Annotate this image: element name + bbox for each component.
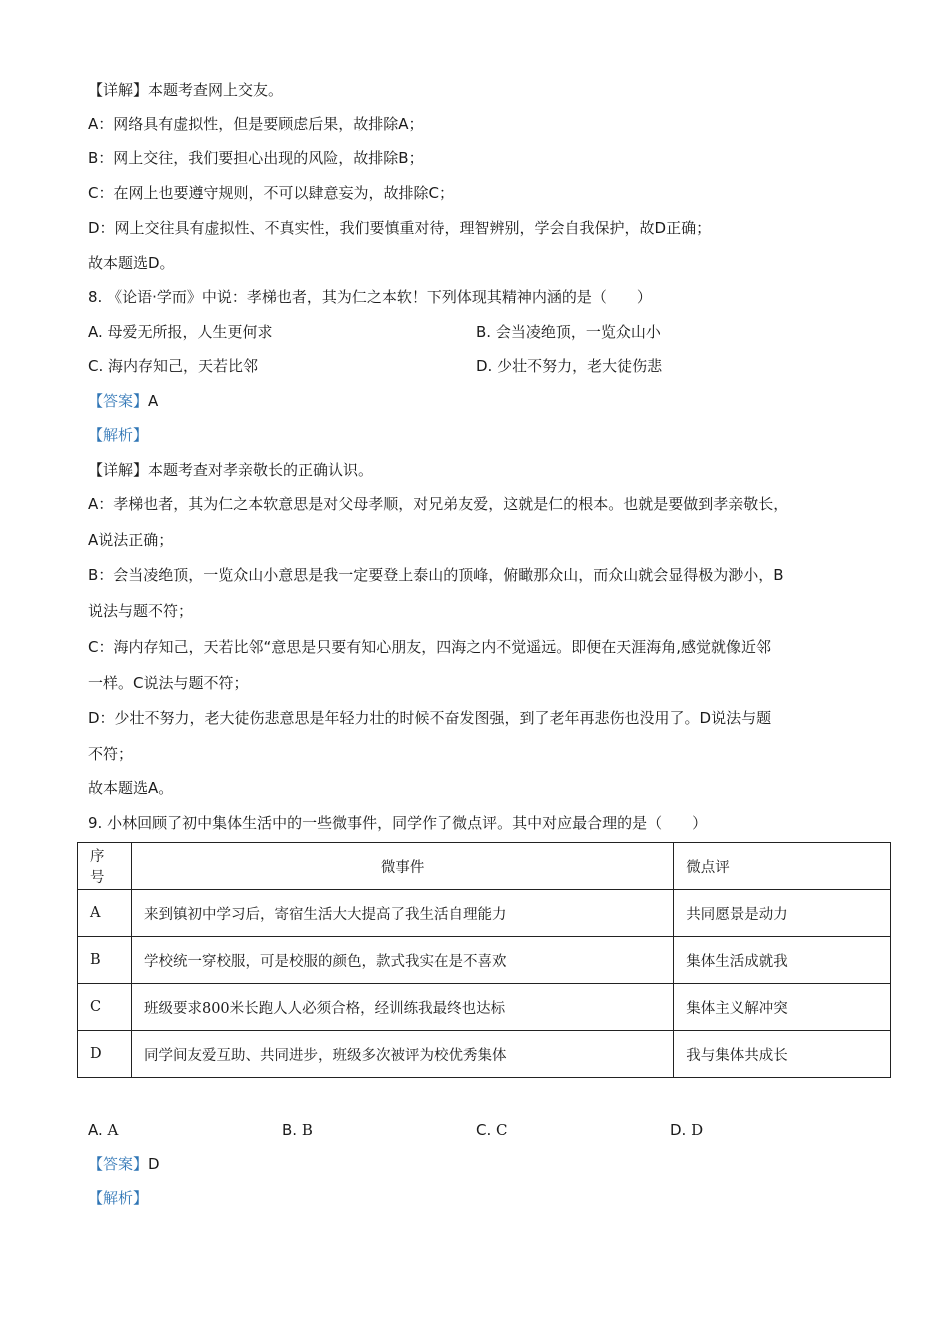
row-event: 同学间友爱互助、共同进步，班级多次被评为校优秀集体 xyxy=(131,1031,673,1078)
q9-option-b: B. B xyxy=(282,1121,313,1139)
q8-option-c: C. 海内存知己，天若比邻 xyxy=(88,357,259,375)
row-event: 来到镇初中学习后，寄宿生活大大提高了我生活自理能力 xyxy=(131,890,673,937)
row-event: 班级要求800米长跑人人必须合格，经训练我最终也达标 xyxy=(131,984,673,1031)
table-row xyxy=(78,1031,891,1078)
q9-answer-value: D xyxy=(148,1155,160,1173)
q7-detail-heading: 【详解】本题考查网上交友。 xyxy=(88,81,284,99)
q7-detail-d: D：网上交往具有虚拟性、不真实性，我们要慎重对待，理智辨别，学会自我保护，故D正确； xyxy=(88,219,712,237)
q7-detail-b: B：网上交往，我们要担心出现的风险，故排除B； xyxy=(88,149,424,167)
q8-detail-a-2: A说法正确； xyxy=(88,531,174,549)
q7-detail-c: C：在网上也要遵守规则，不可以肆意妄为，故排除C； xyxy=(88,184,454,202)
q8-detail-b-1: B：会当凌绝顶，一览众山小意思是我一定要登上泰山的顶峰，俯瞰那众山，而众山就会显得极为渺小，B xyxy=(88,566,784,584)
row-index: B xyxy=(78,937,132,984)
q9-answer-line xyxy=(88,1154,160,1174)
table-row xyxy=(78,984,891,1031)
table-row xyxy=(78,890,891,937)
q8-answer-line xyxy=(88,391,158,411)
q8-detail-heading: 【详解】本题考查对孝亲敬长的正确认识。 xyxy=(88,461,374,479)
q8-answer-value: A xyxy=(148,392,159,410)
q8-detail-b-2: 说法与题不符； xyxy=(88,602,194,620)
q9-stem: 9. 小林回顾了初中集体生活中的一些微事件，同学作了微点评。其中对应最合理的是（ ） xyxy=(88,814,708,832)
header-event: 微事件 xyxy=(131,843,673,890)
q8-detail-d-1: D：少壮不努力，老大徒伤悲意思是年轻力壮的时候不奋发图强，到了老年再悲伤也没用了。D说法与题 xyxy=(88,709,772,727)
row-comment: 我与集体共成长 xyxy=(674,1031,891,1078)
header-index: 序号 xyxy=(78,843,132,890)
q8-option-a: A. 母爱无所报，人生更何求 xyxy=(88,323,273,341)
row-index: D xyxy=(78,1031,132,1078)
row-comment: 集体主义解冲突 xyxy=(674,984,891,1031)
header-comment: 微点评 xyxy=(674,843,891,890)
q8-option-d: D. 少壮不努力，老大徒伤悲 xyxy=(476,357,663,375)
q9-option-a: A. A xyxy=(88,1121,119,1139)
q8-detail-a-1: A：孝梯也者，其为仁之本软意思是对父母孝顺，对兄弟友爱，这就是仁的根本。也就是要做到孝亲敬长， xyxy=(88,495,789,513)
row-index: C xyxy=(78,984,132,1031)
q9-events-table xyxy=(77,842,891,1078)
table-row xyxy=(78,937,891,984)
row-comment: 共同愿景是动力 xyxy=(674,890,891,937)
q9-option-c: C. C xyxy=(476,1121,508,1139)
answer-tag: 【答案】 xyxy=(88,1155,149,1173)
q8-option-b: B. 会当凌绝顶，一览众山小 xyxy=(476,323,661,341)
q8-analysis-tag: 【解析】 xyxy=(88,426,149,444)
table-header-row xyxy=(78,843,891,890)
q9-analysis-tag: 【解析】 xyxy=(88,1189,149,1207)
q7-detail-a: A：网络具有虚拟性，但是要顾虑后果，故排除A； xyxy=(88,115,424,133)
row-comment: 集体生活成就我 xyxy=(674,937,891,984)
answer-tag: 【答案】 xyxy=(88,392,149,410)
q8-detail-c-2: 一样。C说法与题不符； xyxy=(88,674,249,692)
row-event: 学校统一穿校服，可是校服的颜色，款式我实在是不喜欢 xyxy=(131,937,673,984)
q7-conclusion: 故本题选D。 xyxy=(88,254,175,272)
q8-detail-d-2: 不符； xyxy=(88,745,134,763)
q8-stem: 8. 《论语·学而》中说：孝梯也者，其为仁之本软！下列体现其精神内涵的是（ ） xyxy=(88,288,652,306)
q8-conclusion: 故本题选A。 xyxy=(88,779,174,797)
q8-detail-c-1: C：海内存知己，天若比邻“意思是只要有知心朋友，四海之内不觉遥远。即便在天涯海角,感觉就像近邻 xyxy=(88,638,772,656)
q9-option-d: D. D xyxy=(670,1121,704,1139)
row-index: A xyxy=(78,890,132,937)
